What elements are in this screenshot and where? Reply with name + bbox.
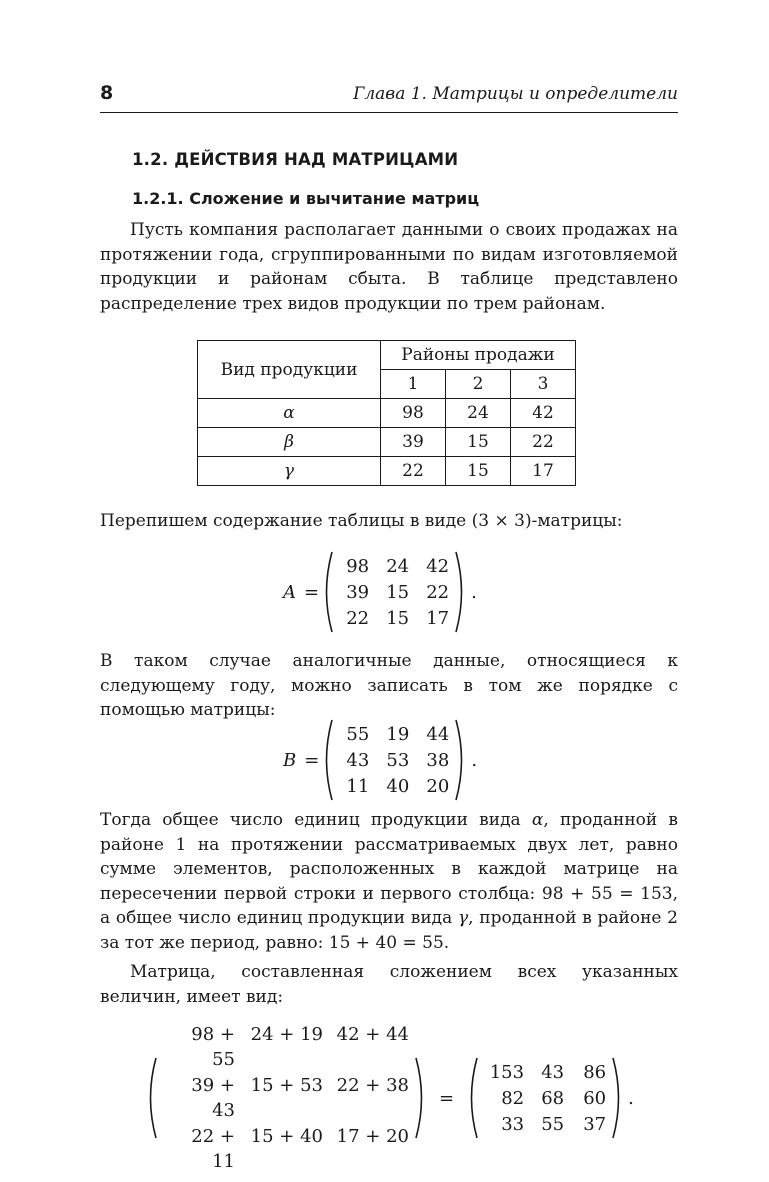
gamma-symbol: γ bbox=[457, 908, 469, 928]
matrix-cell: 44 bbox=[426, 723, 450, 745]
matrix-cell: 15 + 40 bbox=[250, 1126, 323, 1147]
paragraph-total bbox=[100, 808, 678, 955]
matrix-cell: 22 bbox=[346, 607, 370, 629]
matrix-cell: 42 + 44 bbox=[336, 1024, 409, 1045]
matrix-cell: 82 bbox=[501, 1087, 525, 1109]
matrix-cell: 22 + 38 bbox=[336, 1075, 409, 1096]
matrix-cell: 38 bbox=[426, 749, 450, 771]
table-region-number: 1 bbox=[381, 370, 446, 399]
section-title: 1.2. ДЕЙСТВИЯ НАД МАТРИЦАМИ bbox=[132, 150, 459, 169]
table-cell: 24 bbox=[446, 399, 511, 428]
matrix-cell: 60 bbox=[583, 1087, 607, 1109]
matrix-b-name: B bbox=[283, 749, 297, 771]
left-paren-icon bbox=[319, 550, 335, 634]
matrix-cell: 55 bbox=[541, 1113, 565, 1135]
table-cell: 15 bbox=[446, 428, 511, 457]
matrix-cell: 20 bbox=[426, 775, 450, 797]
paragraph-total-text-3: , проданной в районе 2 за тот же период, равно: 15 + 40 = 55. bbox=[100, 908, 678, 953]
sales-table bbox=[197, 340, 576, 486]
running-head: Глава 1. Матрицы и определители bbox=[353, 84, 678, 104]
table-cell: 39 bbox=[381, 428, 446, 457]
matrix-cell: 98 bbox=[346, 555, 370, 577]
matrix-cell: 43 bbox=[346, 749, 370, 771]
left-paren-icon bbox=[319, 718, 335, 802]
alpha-symbol: α bbox=[531, 810, 544, 830]
table-header-product: Вид продукции bbox=[198, 341, 381, 399]
table-cell-product: α bbox=[198, 399, 381, 428]
matrix-b-grid bbox=[339, 722, 449, 799]
matrix-cell: 24 + 19 bbox=[250, 1024, 323, 1045]
table-cell: 22 bbox=[511, 428, 576, 457]
right-paren-icon bbox=[453, 718, 469, 802]
paragraph-next-year: В таком случае аналогичные данные, относящиеся к следующему году, можно записать в том же порядке с помощью матрицы: bbox=[100, 651, 678, 720]
matrix-cell: 53 bbox=[386, 749, 410, 771]
right-paren-icon bbox=[453, 550, 469, 634]
matrix-cell: 39 + 43 bbox=[191, 1075, 235, 1121]
matrix-cell: 37 bbox=[583, 1113, 607, 1135]
table-row bbox=[198, 428, 576, 457]
right-paren-icon bbox=[413, 1056, 429, 1140]
table-region-number: 3 bbox=[511, 370, 576, 399]
paragraph-intro: Пусть компания располагает данными о своих продажах на протяжении года, сгруппированными по видам изготовляемой продукции и районам сбыта. В таблице представлено распределение трех видов продукции по трем районам. bbox=[100, 220, 678, 314]
matrix-cell: 39 bbox=[346, 581, 370, 603]
table-cell: 22 bbox=[381, 457, 446, 486]
matrix-cell: 15 bbox=[386, 581, 410, 603]
left-paren-icon bbox=[464, 1056, 480, 1140]
table-cell: 17 bbox=[511, 457, 576, 486]
matrix-cell: 11 bbox=[346, 775, 370, 797]
matrix-cell: 43 bbox=[541, 1061, 565, 1083]
matrix-cell: 33 bbox=[501, 1113, 525, 1135]
matrix-cell: 24 bbox=[386, 555, 410, 577]
matrix-cell: 17 + 20 bbox=[336, 1126, 409, 1147]
equals-sign: = bbox=[304, 749, 320, 771]
matrix-cell: 153 bbox=[489, 1061, 525, 1083]
matrix-cell: 55 bbox=[346, 723, 370, 745]
paragraph-total-text-2: , проданной в районе 1 на протяжении рассматриваемых двух лет, равно сумме элементов, расположенных в каждой матрице на пересечении первой строки и первого столбца: 98 + 55 = 153, а общее число единиц продукции вида bbox=[100, 810, 679, 928]
matrix-cell: 98 + 55 bbox=[191, 1024, 235, 1070]
table-cell-product: γ bbox=[198, 457, 381, 486]
table-cell: 98 bbox=[381, 399, 446, 428]
paragraph-total-text-1: Тогда общее число единиц продукции вида bbox=[100, 810, 532, 830]
table-row bbox=[198, 399, 576, 428]
matrix-cell: 19 bbox=[386, 723, 410, 745]
left-paren-icon bbox=[143, 1056, 159, 1140]
matrix-a-name: A bbox=[283, 581, 296, 603]
matrix-cell: 22 + 11 bbox=[191, 1126, 235, 1172]
matrix-cell: 40 bbox=[386, 775, 410, 797]
table-cell-product: β bbox=[198, 428, 381, 457]
period: . bbox=[471, 749, 478, 771]
matrix-cell: 15 + 53 bbox=[250, 1075, 323, 1096]
matrix-cell: 22 bbox=[426, 581, 450, 603]
table-region-number: 2 bbox=[446, 370, 511, 399]
sum-equation bbox=[143, 1022, 634, 1174]
right-paren-icon bbox=[610, 1056, 626, 1140]
paragraph-sum-intro: Матрица, составленная сложением всех указанных величин, имеет вид: bbox=[100, 962, 678, 1007]
page-header bbox=[100, 76, 678, 113]
period: . bbox=[471, 581, 477, 603]
matrix-a-grid bbox=[339, 554, 449, 631]
paragraph-rewrite: Перепишем содержание таблицы в виде (3 × 3)-матрицы: bbox=[100, 511, 623, 531]
sum-left-grid bbox=[163, 1022, 409, 1174]
equals-sign: = bbox=[439, 1087, 455, 1109]
matrix-b-equation bbox=[283, 718, 477, 802]
table-cell: 42 bbox=[511, 399, 576, 428]
matrix-cell: 17 bbox=[426, 607, 450, 629]
matrix-cell: 42 bbox=[426, 555, 450, 577]
table-header-regions: Районы продажи bbox=[381, 341, 576, 370]
table-row bbox=[198, 457, 576, 486]
equals-sign: = bbox=[304, 581, 320, 603]
matrix-a-equation bbox=[283, 550, 477, 634]
table-cell: 15 bbox=[446, 457, 511, 486]
matrix-cell: 86 bbox=[583, 1061, 607, 1083]
matrix-cell: 68 bbox=[541, 1087, 565, 1109]
matrix-cell: 15 bbox=[386, 607, 410, 629]
subsection-title: 1.2.1. Сложение и вычитание матриц bbox=[132, 189, 480, 208]
page-number: 8 bbox=[100, 82, 114, 104]
period: . bbox=[628, 1087, 634, 1109]
sum-right-grid bbox=[484, 1060, 606, 1137]
